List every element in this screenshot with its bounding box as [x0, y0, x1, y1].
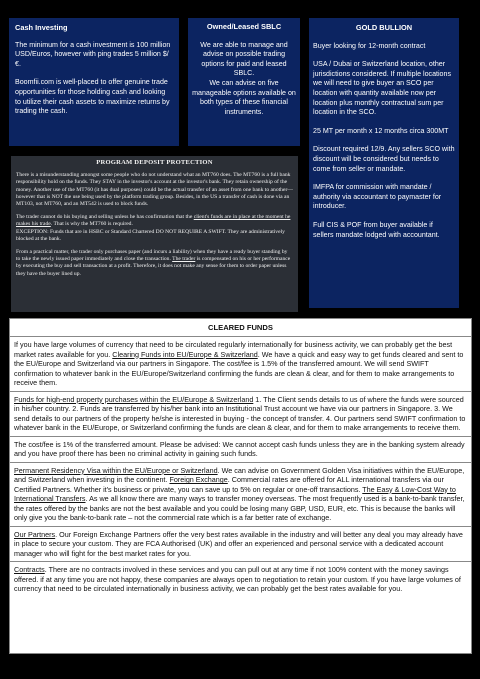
foreign-exchange-link: Foreign Exchange	[169, 475, 228, 484]
cleared-funds-partners-section: Our Partners. Our Foreign Exchange Partners offer the very best rates available in the industry and will better any deal you may already have in place to secure your custom. They are FCA Authorised (UK) and offer an experienced and personal service with a dedicated account manager who will fight for the best market rates for you.	[10, 527, 471, 563]
property-purchases-link: Funds for high-end property purchases within the EU/Europe & Switzerland	[14, 394, 254, 404]
cleared-funds-clearing-section: If you have large volumes of currency that need to be circulated regularly internationally for business activity, we can probably get the best market rates available for you. Clearing Funds into EU/Europe & Switzerland. We have a quick and easy way to get funds cleared and sent to the EU/Europe and Switzerland via our partners in Singapore. The cost/fee is 1.5% of the transferred amount. We will send SWIFT confirmation to whatever bank in the EU/Europe/Switzerland confirming the funds are clean & clear, and for them to make arrangements to receive them.	[10, 337, 471, 392]
sblc-options-text: We can advise on five manageable options available on both types of these financial instruments.	[192, 78, 296, 116]
clearing-funds-link: Clearing Funds into EU/Europe & Switzerland	[112, 349, 258, 359]
program-deposit-protection-box	[11, 156, 298, 312]
sblc-title: Owned/Leased SBLC	[206, 22, 282, 31]
cleared-funds-fee-section: The cost/fee is 1% of the transferred amount. Please be advised: We cannot accept cash funds unless they are in the banking system already and you have proof there has been no criminal activity in gaining such funds.	[10, 437, 471, 463]
gold-location-text: USA / Dubai or Switzerland location, other jurisdictions considered. If multiple locations we will need to give buyer an SCO per location with quantity available now per location plus monthly contractual sum per location in the SCO.	[313, 60, 451, 117]
cleared-funds-property-section: Funds for high-end property purchases within the EU/Europe & Switzerland 1. The Client sends details to us of where the funds were sourced in his/her country. 2. Funds are transferred by his/her bank into an Institutional Trust account we have via our partners in Singapore. 3. We send details to our partners of the property he/she is interested in buying - the concept of transfer. 4. Our partners send SWIFT confirmation to whatever bank in the EU/Europe, or Switzerland confirming the funds are clean & clear, and for them to make arrangements to receive them.	[10, 392, 471, 437]
gold-discount-text: Discount required 12/9. Any sellers SCO with discount will be considered but needs to come from seller or mandate.	[313, 145, 455, 173]
gold-bullion-box	[309, 18, 459, 308]
gold-bullion-title: GOLD BULLION	[355, 23, 413, 32]
cleared-funds-contracts-section: Contracts. There are no contracts involved in these services and you can pull out at any time if not 100% content with the money savings offered. if at any time you are not happy, these companies are always open to negotiation to retain your custom. If you have large volumes of currency that need to be circulated internationally in business activity, we can probably get the best rates available for you.	[14, 565, 461, 593]
gold-cis-pof-text: Full CIS & POF from buyer available if sellers mandate lodged with accountant.	[313, 220, 440, 239]
sblc-manage-text: We are able to manage and advise on possible trading options for paid and leased SBLC.	[200, 40, 288, 78]
our-partners-link: Our Partners	[14, 529, 56, 539]
cleared-funds-title: CLEARED FUNDS	[10, 319, 471, 337]
cleared-funds-table	[9, 318, 472, 654]
cash-investing-minimum: The minimum for a cash investment is 100 million USD/Euros, however with ping trades 5 million $/€.	[15, 40, 171, 68]
pdp-practical-text: From a practical matter, the trader only purchases paper (and incurs a liability) when they have a ready buyer standing by to take the newly issued paper immediately and close the transaction. The trader is compensated on his or her performance by executing the buy and sell transaction at a profit. Therefore, it does not make any sense for them to order paper unless they have the buyer lined up.	[16, 249, 291, 277]
cleared-funds-residency-section: Permanent Residency Visa within the EU/Europe or Switzerland. We can advise on Government Golden Visa initiatives within the EU/Europe, and Switzerland when investing in the continent. Foreign Exchange. Commercial rates are offered for ALL international transfers via our Certified Partners. Whether it's business or private, you can save up to 5% on regular or one-off transactions. The Easy & Low-Cost Way to International Transfers. As we all know there are many ways to transfer money overseas. The most frequently used is a bank-to-bank transfer, the rates offered by the banks are not the best available and you could be losing many GBP, USD, EUR, etc. This is because the banks will only give you the bank-to-bank rate – not the commercial rate which is a far better rate of exchange.	[10, 463, 471, 527]
pdp-client-funds-underline: client's funds are in place at the moment he makes his trade	[16, 214, 291, 228]
gold-quantity-text: 25 MT per month x 12 months circa 300MT	[313, 126, 449, 135]
contracts-link: Contracts	[14, 565, 45, 574]
cash-investing-title: Cash Investing	[15, 23, 68, 32]
pdp-trader-underline: The trader	[172, 256, 196, 263]
pdp-mt760-text: There is a misunderstanding amongst some people who do not understand what an MT760 does. The MT760 is a full bank responsibility hold on the funds. They STAY in the investor's account at the investor's bank. They retain ownership of the money. Another use of the MT760 (it has dual purposes) could be the actual transfer of an asset from one bank to another—however that is NOT the use being used by the platform trading group. Besides, in the US a transfer of cash is done via an MT103, not MT760, and an MT542 is used to block funds.	[16, 172, 293, 208]
cash-investing-description: Boomfii.com is well-placed to offer genuine trade opportunities for those holding cash and looking to utilize their cash assets to maximize returns by trading the cash.	[15, 78, 170, 116]
cash-investing-box	[9, 18, 179, 146]
residency-visa-link: Permanent Residency Visa within the EU/Europe or Switzerland	[14, 465, 218, 475]
pdp-title: PROGRAM DEPOSIT PROTECTION	[96, 159, 213, 166]
gold-imfpa-text: IMFPA for commission with mandate / authority via accountant to paymaster for introducer.	[313, 183, 442, 211]
pdp-exception-text: EXCEPTION: Funds that are in HSBC or Standard Chartered DO NOT REQUIRE A SWIFT. They are administratively blocked at the bank.	[16, 228, 285, 242]
gold-contract-text: Buyer looking for 12-month contract	[313, 41, 426, 50]
international-transfers-link: The Easy & Low-Cost Way to International Transfers	[14, 484, 456, 503]
pdp-trader-text: The trader cannot do his buying and selling unless he has confirmation that the client's funds are in place at the moment he makes his trade. That is why the MT760 is required.	[16, 214, 291, 228]
sblc-box	[188, 18, 300, 146]
